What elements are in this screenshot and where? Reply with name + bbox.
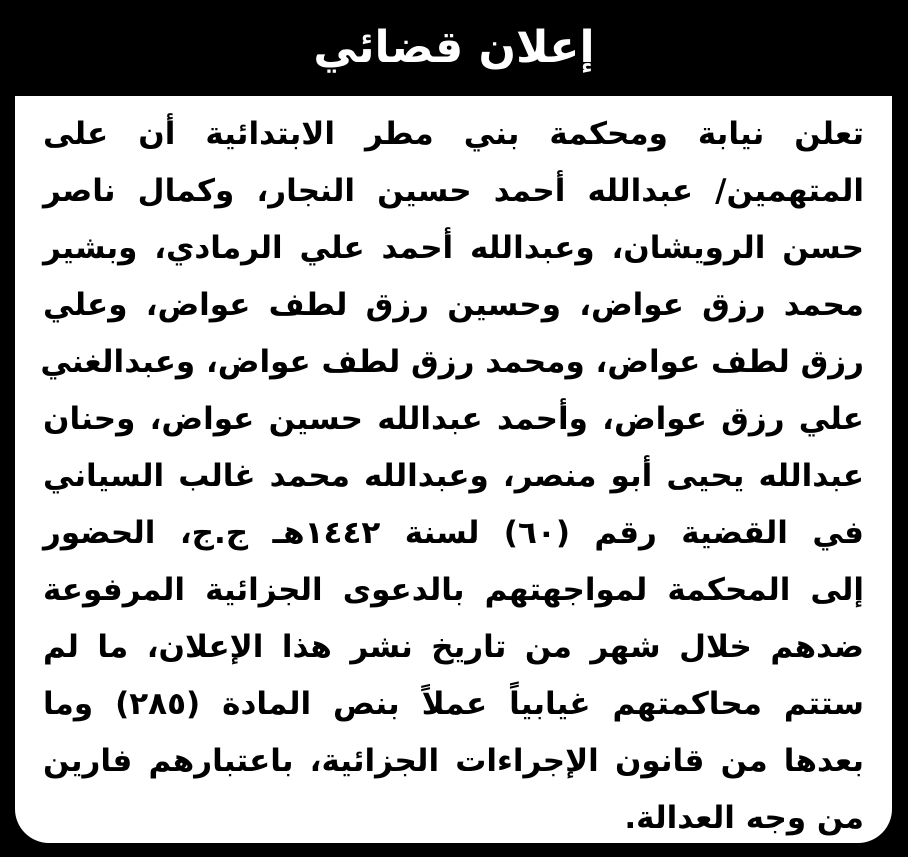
notice-line: من وجه العدالة. — [624, 800, 864, 836]
notice-line: إلى المحكمة لمواجهتهم بالدعوى الجزائية المرفوعة — [43, 572, 864, 608]
notice-line: ستتم محاكمتهم غيابياً عملاً بنص المادة (٢٨٥) وما — [43, 686, 864, 722]
notice-line: في القضية رقم (٦٠) لسنة ١٤٤٢هـ ج.ج، الحضور — [43, 515, 864, 551]
notice-line: عبدالله يحيى أبو منصر، وعبدالله محمد غالب السياني — [43, 458, 864, 494]
notice-title: إعلان قضائي — [313, 22, 595, 73]
notice-line: تعلن نيابة ومحكمة بني مطر الابتدائية أن على — [43, 116, 864, 152]
notice-line: محمد رزق عواض، وحسين رزق لطف عواض، وعلي — [43, 287, 864, 323]
notice-body — [15, 96, 892, 843]
notice-line: بعدها من قانون الإجراءات الجزائية، باعتبارهم فارين — [43, 743, 864, 779]
notice-line: المتهمين/ عبدالله أحمد حسين النجار، وكمال ناصر — [43, 173, 864, 209]
notice-line: رزق لطف عواض، ومحمد رزق لطف عواض، وعبدالغني — [40, 344, 864, 380]
notice-line: ضدهم خلال شهر من تاريخ نشر هذا الإعلان، ما لم — [43, 629, 864, 665]
notice-line: علي رزق عواض، وأحمد عبدالله حسين عواض، وحنان — [43, 401, 864, 437]
notice-text — [40, 106, 864, 847]
notice-line: حسن الرويشان، وعبدالله أحمد علي الرمادي، وبشير — [43, 230, 864, 266]
notice-header — [0, 0, 908, 96]
